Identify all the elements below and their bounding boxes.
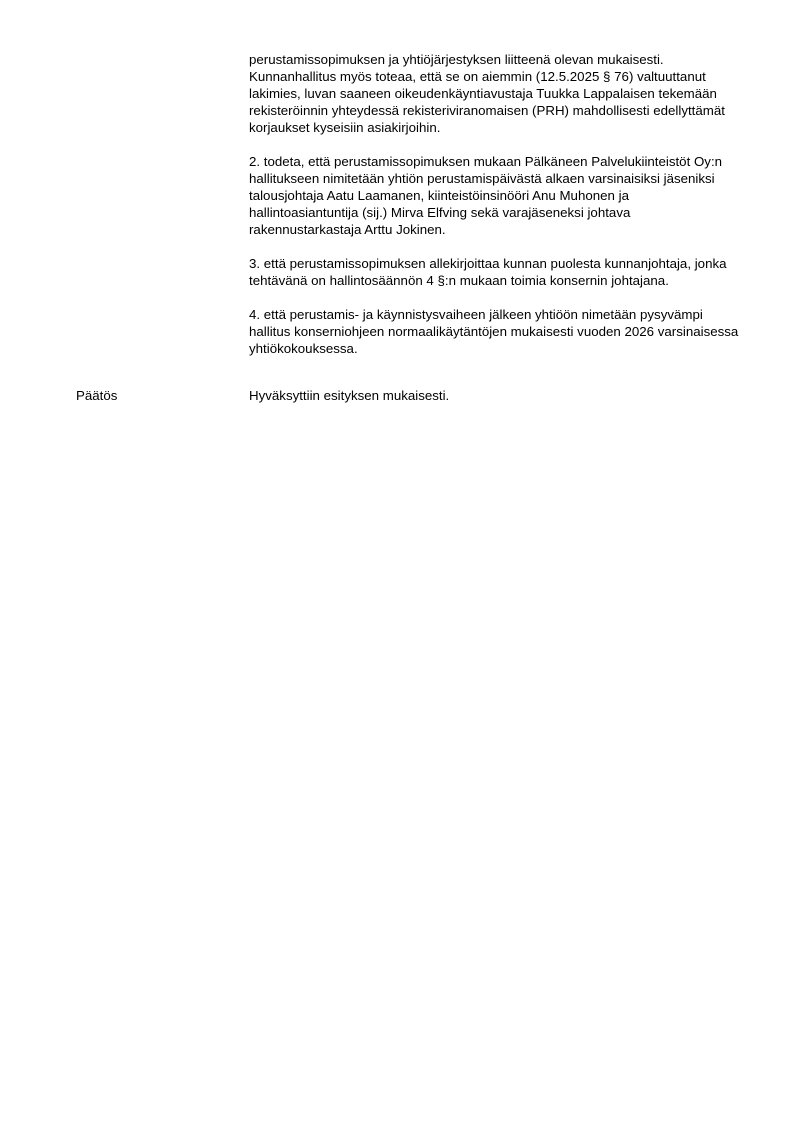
proposal-paragraph-1: perustamissopimuksen ja yhtiöjärjestyksen liitteenä olevan mukaisesti. Kunnanhallitus myös toteaa, että se on aiemmin (12.5.2025 § 76) valtuuttanut lakimies, luvan saaneen oikeudenkäyntiavustaja Tuukka Lappalaisen tekemään rekisteröinnin yhteydessä rekisteriviranomaisen (PRH) mahdollisesti edellyttämät korjaukset kyseisiin asiakirjoihin. (249, 52, 725, 135)
proposal-paragraph-2: 2. todeta, että perustamissopimuksen mukaan Pälkäneen Palvelukiinteistöt Oy:n hallitukseen nimitetään yhtiön perustamispäivästä alkaen varsinaisiksi jäseniksi talousjohtaja Aatu Laamanen, kiinteistöinsinööri Anu Muhonen ja hallintoasiantuntija (sij.) Mirva Elfving sekä varajäseneksi johtava rakennustarkastaja Arttu Jokinen. (249, 154, 723, 237)
decision-label: Päätös (76, 388, 118, 403)
proposal-paragraph-3: 3. että perustamissopimuksen allekirjoittaa kunnan puolesta kunnanjohtaja, jonka tehtävänä on hallintosäännön 4 §:n mukaan toimia konsernin johtajana. (249, 256, 727, 288)
proposal-paragraph-4: 4. että perustamis- ja käynnistysvaiheen jälkeen yhtiöön nimetään pysyvämpi hallitus konserniohjeen normaalikäytäntöjen mukaisesti vuoden 2026 varsinaisessa yhtiökokouksessa. (249, 307, 739, 356)
decision-text: Hyväksyttiin esityksen mukaisesti. (249, 388, 450, 403)
proposal-body (249, 51, 739, 357)
